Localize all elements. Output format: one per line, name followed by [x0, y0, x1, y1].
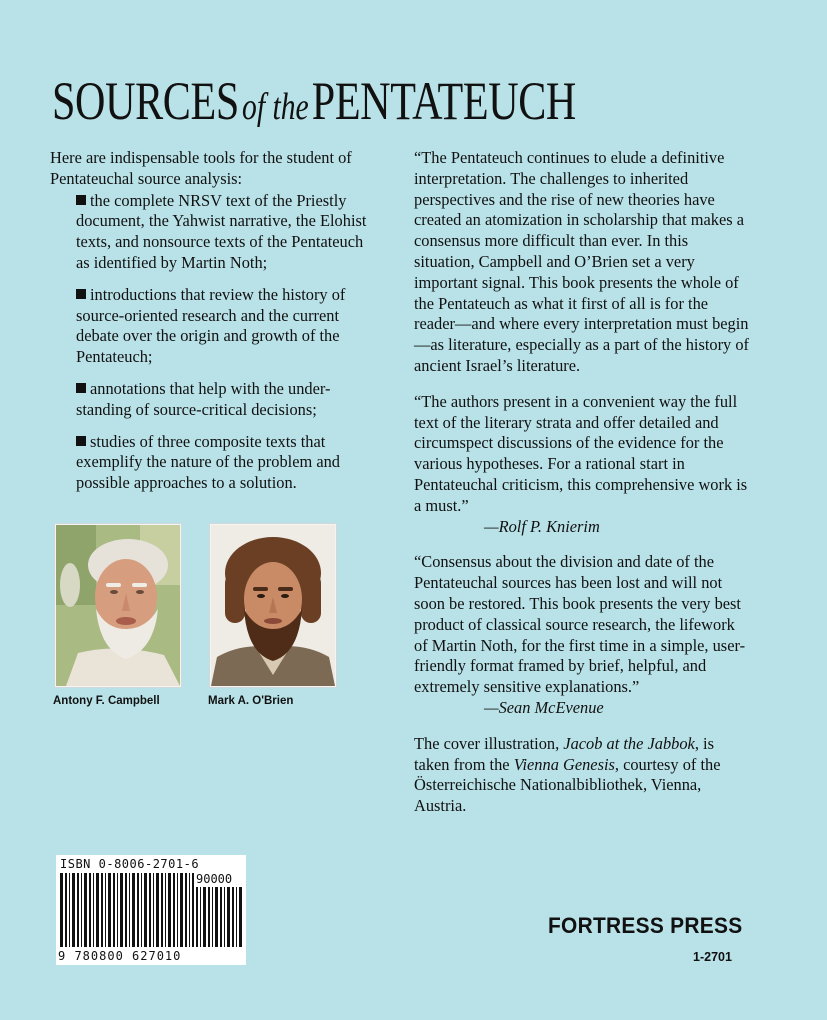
endorsements-column: [414, 148, 749, 817]
quote-attribution: —Sean McEvenue: [484, 697, 604, 717]
publisher-name: FORTRESS PRESS: [548, 913, 743, 938]
intro-text: Here are indispensable tools for the student of Pentateuchal source analysis:: [50, 148, 352, 188]
quote-text: “The authors present in a convenient way the full text of the literary strata and offer detailed and circumspect discussions of the evidence for the various hypotheses. For a rational start in Pentateuchal criticism, this comprehensive work is a must.”: [414, 391, 748, 515]
note-text: , is taken from the: [414, 733, 714, 774]
feature-text: studies of three composite texts that exemplify the nature of the problem and possible approaches to a solution.: [76, 431, 340, 493]
isbn-label: ISBN 0-8006-2701-6: [60, 857, 200, 871]
price-code: 90000: [196, 872, 233, 886]
feature-text: introductions that review the history of source-oriented research and the current debate over the origin and growth of the Pentateuch;: [76, 284, 346, 367]
quote-text: “Consensus about the division and date of the Pentateuchal sources has been lost and will not soon be restored. This book presents the very best product of classical source research, the lifework of Martin Noth, for the first time in a simple, user-friendly format framed by brief, helpful, and extremely sensitive explanations.”: [414, 552, 746, 697]
quote-attribution: —Rolf P. Knierim: [484, 516, 600, 536]
title-part-pentateuch: PENTATEUCH: [311, 71, 576, 131]
square-bullet-icon: [76, 289, 86, 299]
feature-item: [76, 379, 380, 421]
endorsement-quote: [414, 552, 749, 718]
feature-item: [76, 432, 380, 494]
author-photo-obrien: [210, 524, 336, 687]
author-photo-campbell: [55, 524, 181, 687]
note-artwork-title: Jacob at the Jabbok: [563, 733, 695, 753]
quote-text: “The Pentateuch continues to elude a definitive interpretation. The challenges to inherited perspectives and the rise of new theories have created an atomization in scholarship that makes a consensus more difficult than ever. In this situation, Campbell and O’Brien set a very important signal. This book presents the whole of the Pentateuch as what it first of all is for the reader—and where every interpretation must begin—as literature, especially as a part of the history of ancient Israel’s literature.: [414, 148, 749, 375]
feature-text: annotations that help with the under-standing of source-critical decisions;: [76, 378, 331, 419]
endorsement-quote: [414, 392, 749, 538]
feature-text: the complete NRSV text of the Priestly document, the Yahwist narrative, the Elohist texts, and nonsource texts of the Pentateuch as identified by Martin Noth;: [76, 190, 367, 272]
isbn-barcode: [56, 855, 246, 965]
cover-illustration-note: [414, 734, 749, 817]
square-bullet-icon: [76, 383, 86, 393]
feature-item: [76, 285, 380, 368]
note-text: , courtesy of the Österreichische Nationalbibliothek, Vienna, Austria.: [414, 754, 721, 816]
photo-caption-obrien: Mark A. O'Brien: [208, 695, 294, 707]
square-bullet-icon: [76, 195, 86, 205]
barcode-addon-bars-icon: [196, 887, 242, 947]
portrait-obrien-illustration: [211, 525, 335, 686]
description-column: [50, 148, 380, 505]
photo-caption-campbell: Antony F. Campbell: [53, 695, 160, 707]
title-part-of-the: of the: [242, 86, 309, 128]
note-manuscript-title: Vienna Genesis: [513, 754, 615, 774]
barcode-bars-icon: [60, 873, 194, 947]
ean-number: 9 780800 627010: [58, 949, 182, 963]
endorsement-quote: [414, 148, 749, 377]
portrait-campbell-illustration: [56, 525, 180, 686]
note-text: The cover illustration,: [414, 733, 564, 753]
feature-item: [76, 191, 380, 274]
title-part-sources: SOURCES: [52, 71, 239, 131]
catalog-number: 1-2701: [693, 950, 732, 964]
feature-list: [50, 191, 380, 494]
book-title: [52, 70, 576, 132]
square-bullet-icon: [76, 436, 86, 446]
